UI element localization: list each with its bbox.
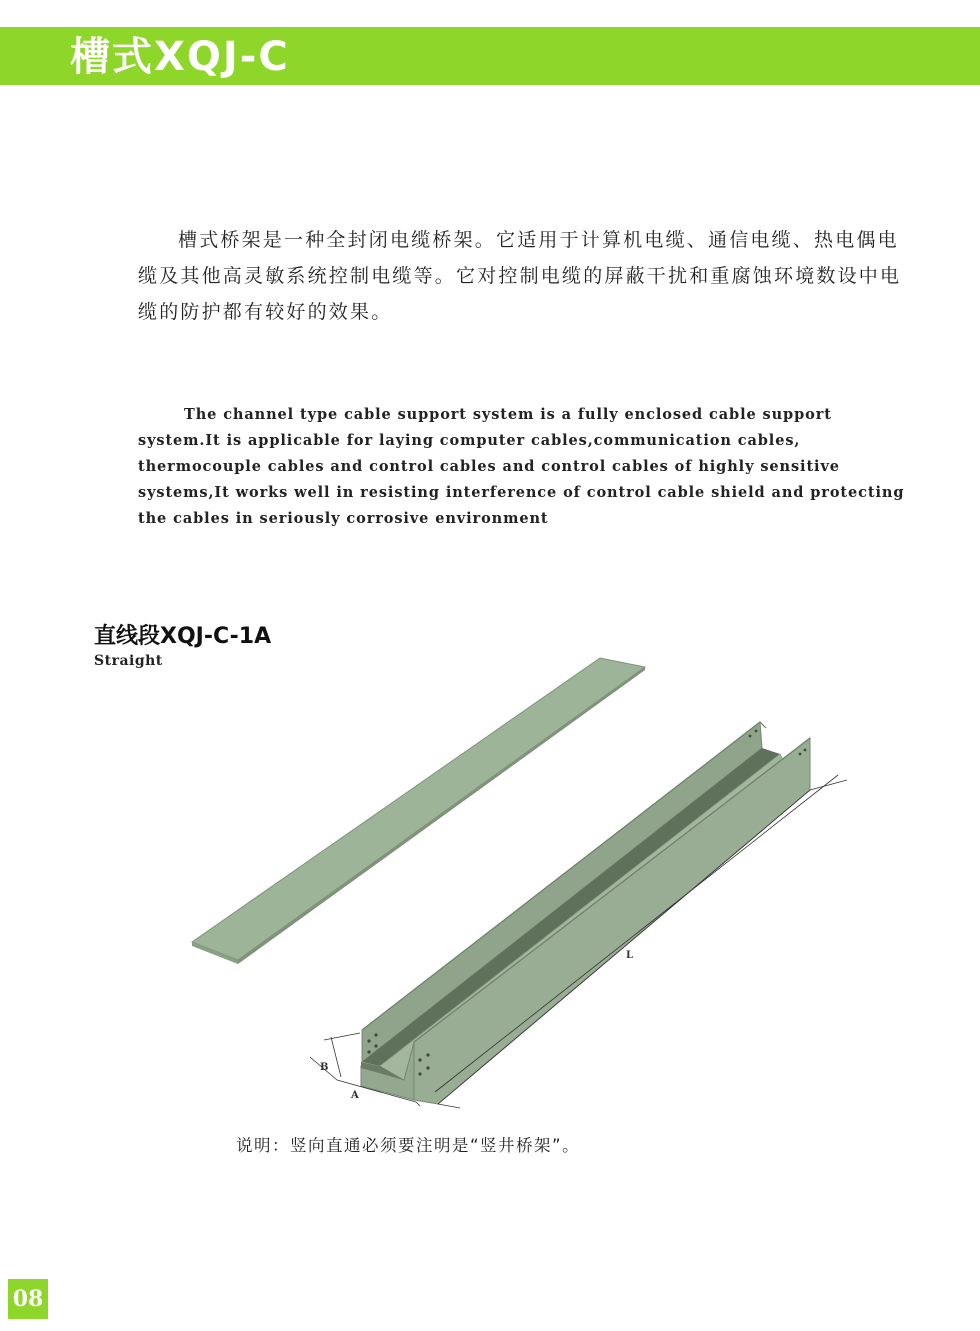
chinese-intro-paragraph: 槽式桥架是一种全封闭电缆桥架。它适用于计算机电缆、通信电缆、热电偶电缆及其他高灵敏系统控制电缆等。它对控制电缆的屏蔽干扰和重腐蚀环境数设中电缆的防护都有较好的效果。 <box>138 229 902 323</box>
page-title: 槽式XQJ-C <box>70 34 290 80</box>
english-intro-paragraph: The channel type cable support system is a fully enclosed cable support system.It is applicable for laying computer cables,communication cables, thermocouple cables and control cables and control cables of highly sensitive systems,It works well in resisting interference of control cable shield and protecting the cables in seriously corrosive environment <box>138 406 905 527</box>
dimension-label-width: A <box>351 1090 359 1101</box>
page-number: 08 <box>8 1279 48 1319</box>
note-text: 说明：竖向直通必须要注明是“竖井桥架”。 <box>236 1136 581 1155</box>
dimension-label-length: L <box>626 950 634 961</box>
section-title: 直线段XQJ-C-1A <box>94 624 272 649</box>
dimension-label-height: B <box>320 1062 329 1073</box>
cable-tray-drawing <box>0 640 980 1120</box>
section-subtitle: Straight <box>94 653 163 669</box>
